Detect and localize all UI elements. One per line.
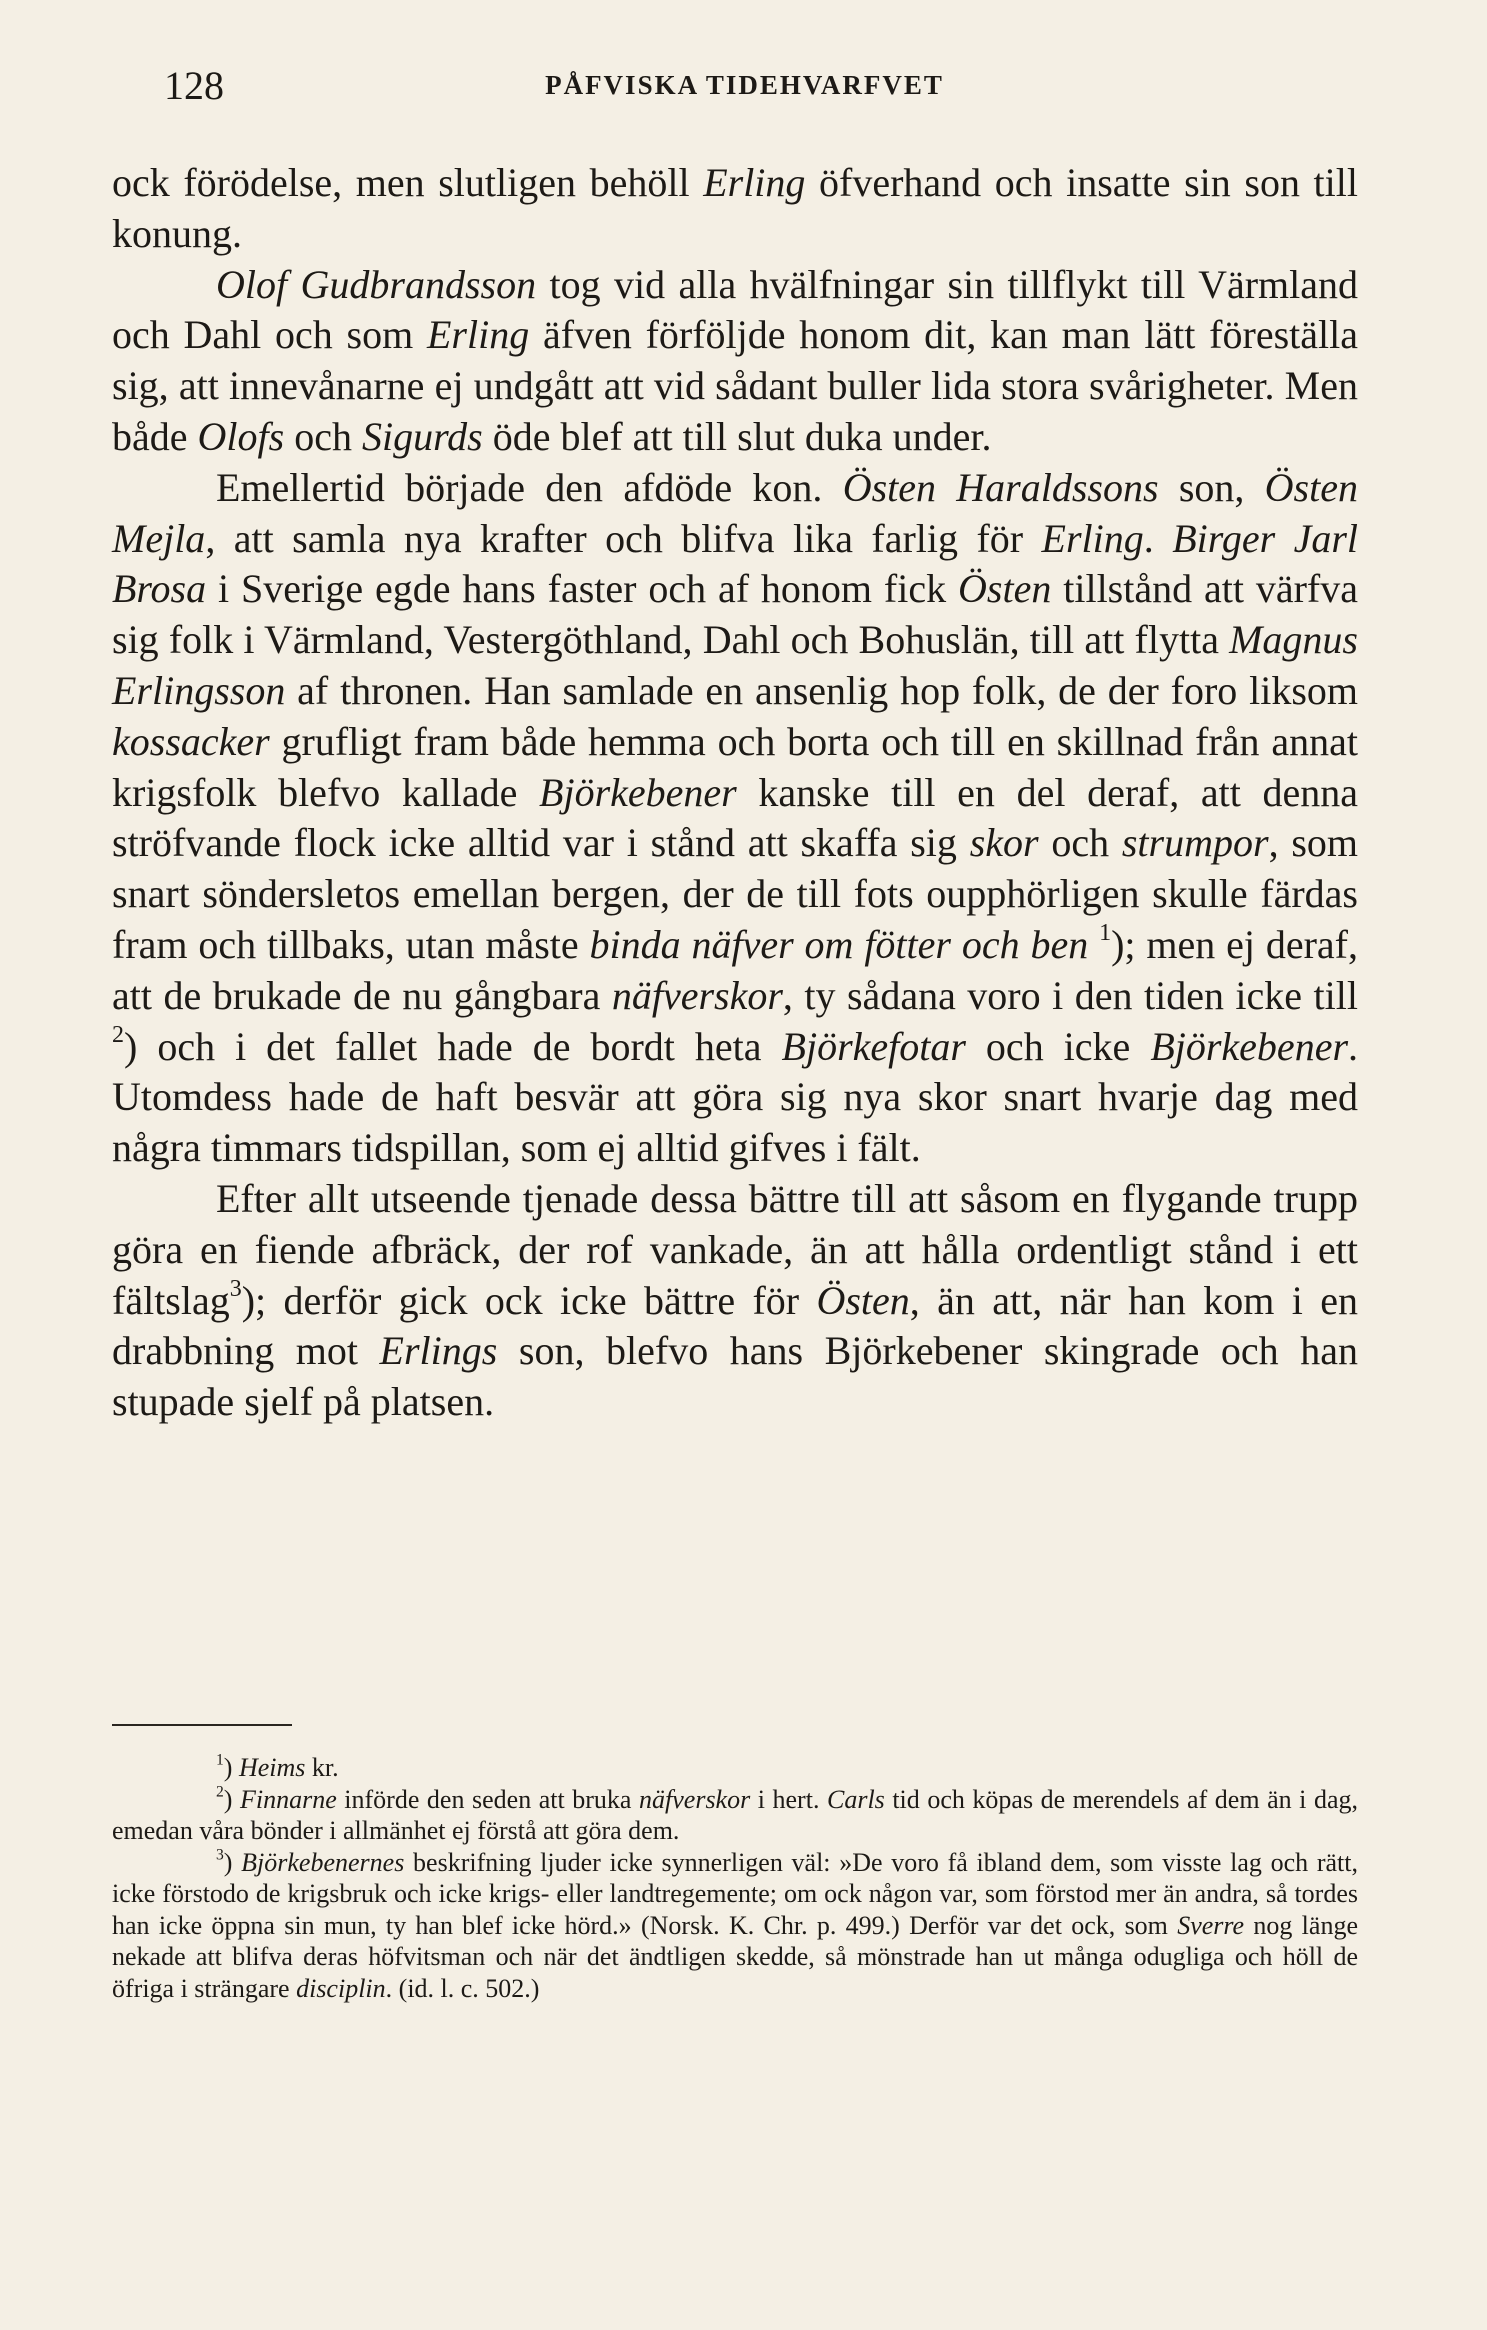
- text-run: Efter allt utseende tjenade dessa bättre till att såsom en flygande trupp göra en fiende afbräck, der rof vankade, än att hålla ordentligt stånd i ett fältslag: [112, 1175, 1358, 1323]
- text-run: äfven förföljde honom dit, kan man lätt föreställa sig, att innevånarne ej undgått att vid sådant buller lida stora svårigheter. Men både: [112, 312, 1358, 459]
- italic-run: Erling: [427, 312, 530, 358]
- text-run: och: [284, 413, 362, 459]
- paragraph-3: [112, 463, 1358, 1174]
- italic-run: Erlings: [379, 1328, 498, 1374]
- italic-run: Heims: [238, 1753, 306, 1782]
- text-run: tillstånd att värfva sig folk i Värmland, Vestergöthland, Dahl och Bohuslän, till att flytta: [112, 566, 1359, 663]
- text-run: . Utomdess hade de haft besvär att göra sig nya skor snart hvarje dag med några timmars tidspillan, som ej alltid gifves i fält.: [112, 1023, 1359, 1171]
- text-run: ); men ej deraf, att de brukade de nu gångbara: [112, 921, 1359, 1018]
- italic-run: Östen Haraldssons: [842, 464, 1159, 510]
- italic-run: Magnus Erlingsson: [112, 617, 1358, 713]
- text-run: , att samla nya krafter och blifva lika farlig för: [205, 515, 1042, 561]
- italic-run: strumpor: [1121, 820, 1269, 866]
- text-run: ): [223, 1753, 239, 1782]
- text-run: och: [1038, 820, 1122, 866]
- text-run: tog vid alla hvälfningar sin tillflykt till Värmland och Dahl och som: [112, 261, 1359, 358]
- footnote-number: 1: [216, 1751, 224, 1769]
- italic-run: Björkebener: [1150, 1023, 1349, 1069]
- page-number: 128: [164, 63, 224, 108]
- main-text: [112, 158, 1358, 1428]
- text-run: tid och köpas de merendels af dem än i dag, emedan våra bönder i allmänhet ej förstå att göra dem.: [112, 1784, 1358, 1845]
- footnote-3: [112, 1847, 1358, 2005]
- page-header: [112, 62, 1377, 112]
- italic-run: Olofs: [197, 413, 285, 459]
- text-run: .: [1143, 515, 1173, 561]
- italic-run: Sverre: [1177, 1910, 1245, 1940]
- text-run: öfverhand och insatte sin son till konung.: [112, 160, 1359, 256]
- text-run: Emellertid började den afdöde kon.: [216, 464, 843, 510]
- italic-run: Erling: [703, 160, 806, 205]
- italic-run: näfverskor: [611, 972, 783, 1018]
- text-run: son,: [1158, 464, 1265, 510]
- italic-run: Olof Gudbrandsson: [216, 261, 537, 307]
- text-run: kr.: [305, 1753, 339, 1782]
- text-run: ); derför gick ock icke bättre för: [241, 1277, 817, 1323]
- text-run: i hert.: [750, 1784, 827, 1814]
- italic-run: Östen Mejla: [112, 464, 1358, 561]
- italic-run: Östen: [958, 566, 1052, 612]
- italic-run: Björkebener: [539, 769, 737, 815]
- italic-run: Carls: [826, 1784, 885, 1814]
- text-run: , än att, när han kom i en drabbning mot: [112, 1277, 1358, 1374]
- footnote-number: 2: [216, 1782, 224, 1800]
- text-run: . (id. l. c. 502.): [385, 1973, 540, 2003]
- italic-run: Björkebenernes: [241, 1847, 405, 1877]
- footnotes: [112, 1752, 1358, 2004]
- text-run: nog länge nekade att blifva deras höfvitsman och när det ändtligen skedde, så mönstrade han ut många odugliga och höll de öfriga i strängare: [112, 1910, 1358, 2003]
- italic-run: Finnarne: [240, 1784, 337, 1814]
- footnote-number: 3: [216, 1845, 224, 1863]
- italic-run: Östen: [816, 1277, 910, 1323]
- italic-run: Sigurds: [361, 413, 483, 459]
- footnote-1: [112, 1752, 1358, 1784]
- italic-run: Birger Jarl Brosa: [112, 515, 1358, 612]
- italic-run: kossacker: [112, 718, 270, 764]
- text-run: i Sverige egde hans faster och af honom fick: [206, 566, 959, 612]
- italic-run: disciplin: [296, 1973, 386, 2003]
- text-run: son, blefvo hans Björkebener skingrade och han stupade sjelf på platsen.: [112, 1328, 1358, 1425]
- text-run: och icke: [965, 1023, 1151, 1069]
- italic-run: binda näfver om fötter och ben: [589, 921, 1089, 967]
- text-run: ): [223, 1784, 240, 1814]
- italic-run: Björkefotar: [781, 1023, 966, 1069]
- text-run: af thronen. Han samlade en ansenlig hop folk, de der foro liksom: [285, 667, 1358, 713]
- italic-run: näfverskor: [639, 1784, 751, 1814]
- footnote-marker: 2: [112, 1021, 124, 1048]
- text-run: införde den seden att bruka: [336, 1784, 640, 1814]
- text-run: beskrifning ljuder icke synnerligen väl: »De voro få ibland dem, som visste lag och rätt, icke förstodo de krigsbruk och icke krigs- eller landtregemente; om ock någon var, som förstod mer än andra, så tordes han icke öppna sin mun, ty han blef icke hörd.» (Norsk. K. Chr. p. 499.) Derför var det ock, som: [112, 1847, 1358, 1940]
- text-run: ): [223, 1847, 242, 1877]
- text-run: ock förödelse, men slutligen behöll: [112, 160, 704, 205]
- italic-run: skor: [969, 820, 1039, 866]
- footnote-marker: 3: [229, 1275, 242, 1302]
- paragraph-1: [112, 158, 1358, 260]
- running-title: PÅFVISKA TIDEHVARFVET: [545, 70, 944, 100]
- text-run: , som snart söndersletos emellan bergen, der de till fots oupphörligen skulle färdas fram och tillbaks, utan måste: [112, 820, 1358, 967]
- footnote-marker: 1: [1099, 919, 1112, 946]
- text-run: grufligt fram både hemma och borta och till en skillnad från annat krigsfolk blefvo kallade: [112, 718, 1358, 815]
- text-run: ) och i det fallet hade de bordt heta: [124, 1023, 782, 1069]
- text-run: öde blef att till slut duka under.: [482, 413, 992, 459]
- footnote-divider: [112, 1724, 292, 1726]
- footnote-2: [112, 1784, 1358, 1847]
- paragraph-2: [112, 260, 1358, 463]
- italic-run: Erling: [1041, 515, 1144, 561]
- text-run: , ty sådana voro i den tiden icke till: [782, 972, 1358, 1018]
- text-run: kanske till en del deraf, att denna ströfvande flock icke alltid var i stånd att skaffa sig: [112, 769, 1358, 866]
- paragraph-4: [112, 1174, 1358, 1428]
